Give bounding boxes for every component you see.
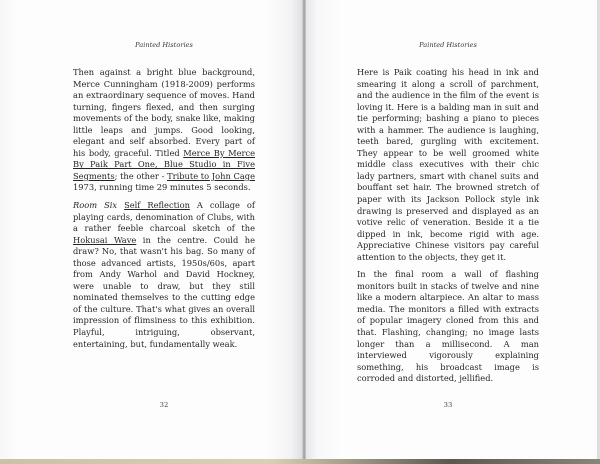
text-segment: Then against a bright blue background, Merce Cunningham (1918-2009) performs an extraordinary sequence of moves. Hand turning, fingers flexed, and then surging movements of the body, snake like, making little leaps and jumps. Good looking, elegant and self absorbed. Every part of his body, graceful. Titled <box>73 67 255 158</box>
left-page-body <box>73 67 255 356</box>
page-number-left: 32 <box>159 401 169 409</box>
paragraph <box>73 67 255 194</box>
section-label: Room Six <box>73 200 118 211</box>
title-reference: Self Reflection <box>124 200 190 211</box>
text-segment: A collage of playing cards, denomination of Clubs, with a rather feeble charcoal sketch of the <box>73 200 255 234</box>
text-segment: ; the other - <box>114 170 168 181</box>
text-segment: 1973, running time 29 minutes 5 seconds. <box>73 182 251 193</box>
title-reference: Hokusai Wave <box>73 234 137 245</box>
paragraph <box>357 67 539 263</box>
title-reference: Merce By Merce By Paik Part One, Blue Studio in Five Segments <box>73 147 255 181</box>
text-segment: In the final room a wall of flashing monitors built in stacks of twelve and nine like a modern altarpiece. An altar to mass media. The monitors a filled with extracts of popular imagery cloned from this and that. Flashing, changing; no image lasts longer than a millisecond. A man interviewed vigorously explaining something, his broadcast image is corroded and distorted, jellified. <box>357 269 539 384</box>
running-head-right: Painted Histories <box>419 41 477 49</box>
book-bottom-edge <box>0 459 600 464</box>
running-head-left: Painted Histories <box>135 41 193 49</box>
text-segment: in the centre. Could he draw? No, that wasn't his bag. So many of those advanced artists, 1950s/60s, apart from Andy Warhol and David Hockney, were unable to draw, but they still nominated themselves to the cutting edge of the culture. That's what gives an overall impression of flimsiness to this exhibition. Playful, intriguing, observant, entertaining, but, fundamentally weak. <box>73 234 255 349</box>
page-number-right: 33 <box>443 401 453 409</box>
paragraph <box>357 269 539 384</box>
text-segment: Here is Paik coating his head in ink and smearing it along a scroll of parchment, and the audience in the film of the event is loving it. Here is a balding man in suit and tie performing; bashing a piano to pieces with a hammer. The audience is laughing, teeth bared, gurgling with excitement. They appear to be well groomed white middle class executives with their chic lady partners, smart with chanel suits and bouffant set hair. The browned stretch of paper with its Jackson Pollock style ink drawing is preserved and displayed as an votive relic of veneration. Beside it a tie dipped in ink, become rigid with age. Appreciative Chinese visitors pay careful attention to the objects, they get it. <box>357 67 539 262</box>
title-reference: Tribute to John Cage <box>167 170 255 181</box>
right-page-body <box>357 67 539 391</box>
paragraph <box>73 200 255 350</box>
